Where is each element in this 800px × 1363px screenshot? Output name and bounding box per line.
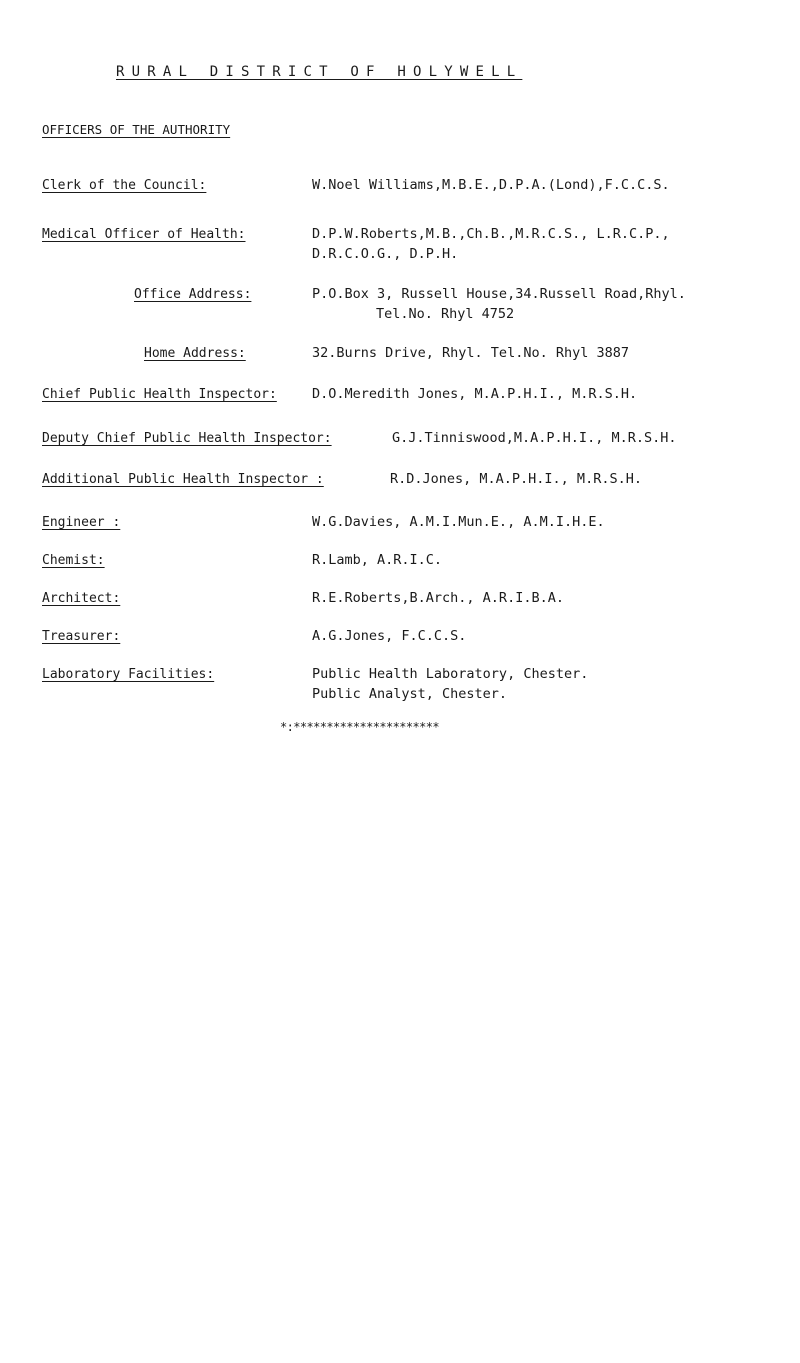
officer-value-deputy-phi — [392, 428, 676, 448]
officer-value-home-address — [312, 343, 629, 363]
officer-label-laboratory: Laboratory Facilities: — [42, 667, 215, 682]
value-line: Tel.No. Rhyl 4752 — [376, 306, 515, 322]
value-line: D.O.Meredith Jones, M.A.P.H.I., M.R.S.H. — [312, 386, 638, 402]
officer-label-office-address: Office Address: — [134, 287, 252, 302]
officer-value-clerk — [312, 175, 670, 195]
officer-value-chief-phi — [312, 384, 637, 404]
officer-value-architect — [312, 588, 564, 608]
officer-value-medical-officer — [312, 224, 670, 264]
officer-label-architect: Architect: — [42, 591, 121, 606]
officer-label-clerk: Clerk of the Council: — [42, 178, 207, 193]
value-line: W.G.Davies, A.M.I.Mun.E., A.M.I.H.E. — [312, 514, 605, 530]
value-line: A.G.Jones, F.C.C.S. — [312, 628, 467, 644]
officer-value-office-address — [312, 284, 686, 324]
officer-label-home-address: Home Address: — [144, 346, 246, 361]
value-line: Public Analyst, Chester. — [312, 686, 508, 702]
separator-stars: *:********************** — [280, 720, 439, 734]
officer-label-engineer: Engineer : — [42, 515, 121, 530]
value-line: 32.Burns Drive, Rhyl. Tel.No. Rhyl 3887 — [312, 345, 629, 361]
value-line: R.Lamb, A.R.I.C. — [312, 552, 443, 568]
officer-label-chief-phi: Chief Public Health Inspector: — [42, 387, 277, 402]
value-line: P.O.Box 3, Russell House,34.Russell Road,Rhyl. — [312, 286, 686, 302]
value-line: Public Health Laboratory, Chester. — [312, 666, 589, 682]
officer-value-treasurer — [312, 626, 466, 646]
value-line: G.J.Tinniswood,M.A.P.H.I., M.R.S.H. — [392, 430, 677, 446]
value-line: R.E.Roberts,B.Arch., A.R.I.B.A. — [312, 590, 564, 606]
officer-value-engineer — [312, 512, 605, 532]
officer-label-treasurer: Treasurer: — [42, 629, 121, 644]
officer-label-medical-officer: Medical Officer of Health: — [42, 227, 246, 242]
value-line: W.Noel Williams,M.B.E.,D.P.A.(Lond),F.C.C.S. — [312, 177, 670, 193]
value-line: D.P.W.Roberts,M.B.,Ch.B.,M.R.C.S., L.R.C.P., — [312, 226, 670, 242]
value-line: D.R.C.O.G., D.P.H. — [312, 246, 459, 262]
officer-label-chemist: Chemist: — [42, 553, 105, 568]
officer-value-chemist — [312, 550, 442, 570]
page-title: RURAL DISTRICT OF HOLYWELL — [116, 64, 523, 80]
section-title: OFFICERS OF THE AUTHORITY — [42, 122, 231, 137]
officer-label-additional-phi: Additional Public Health Inspector : — [42, 472, 324, 487]
officer-label-deputy-phi: Deputy Chief Public Health Inspector: — [42, 431, 332, 446]
officer-value-laboratory — [312, 664, 588, 704]
value-line: R.D.Jones, M.A.P.H.I., M.R.S.H. — [390, 471, 642, 487]
officer-value-additional-phi — [390, 469, 642, 489]
